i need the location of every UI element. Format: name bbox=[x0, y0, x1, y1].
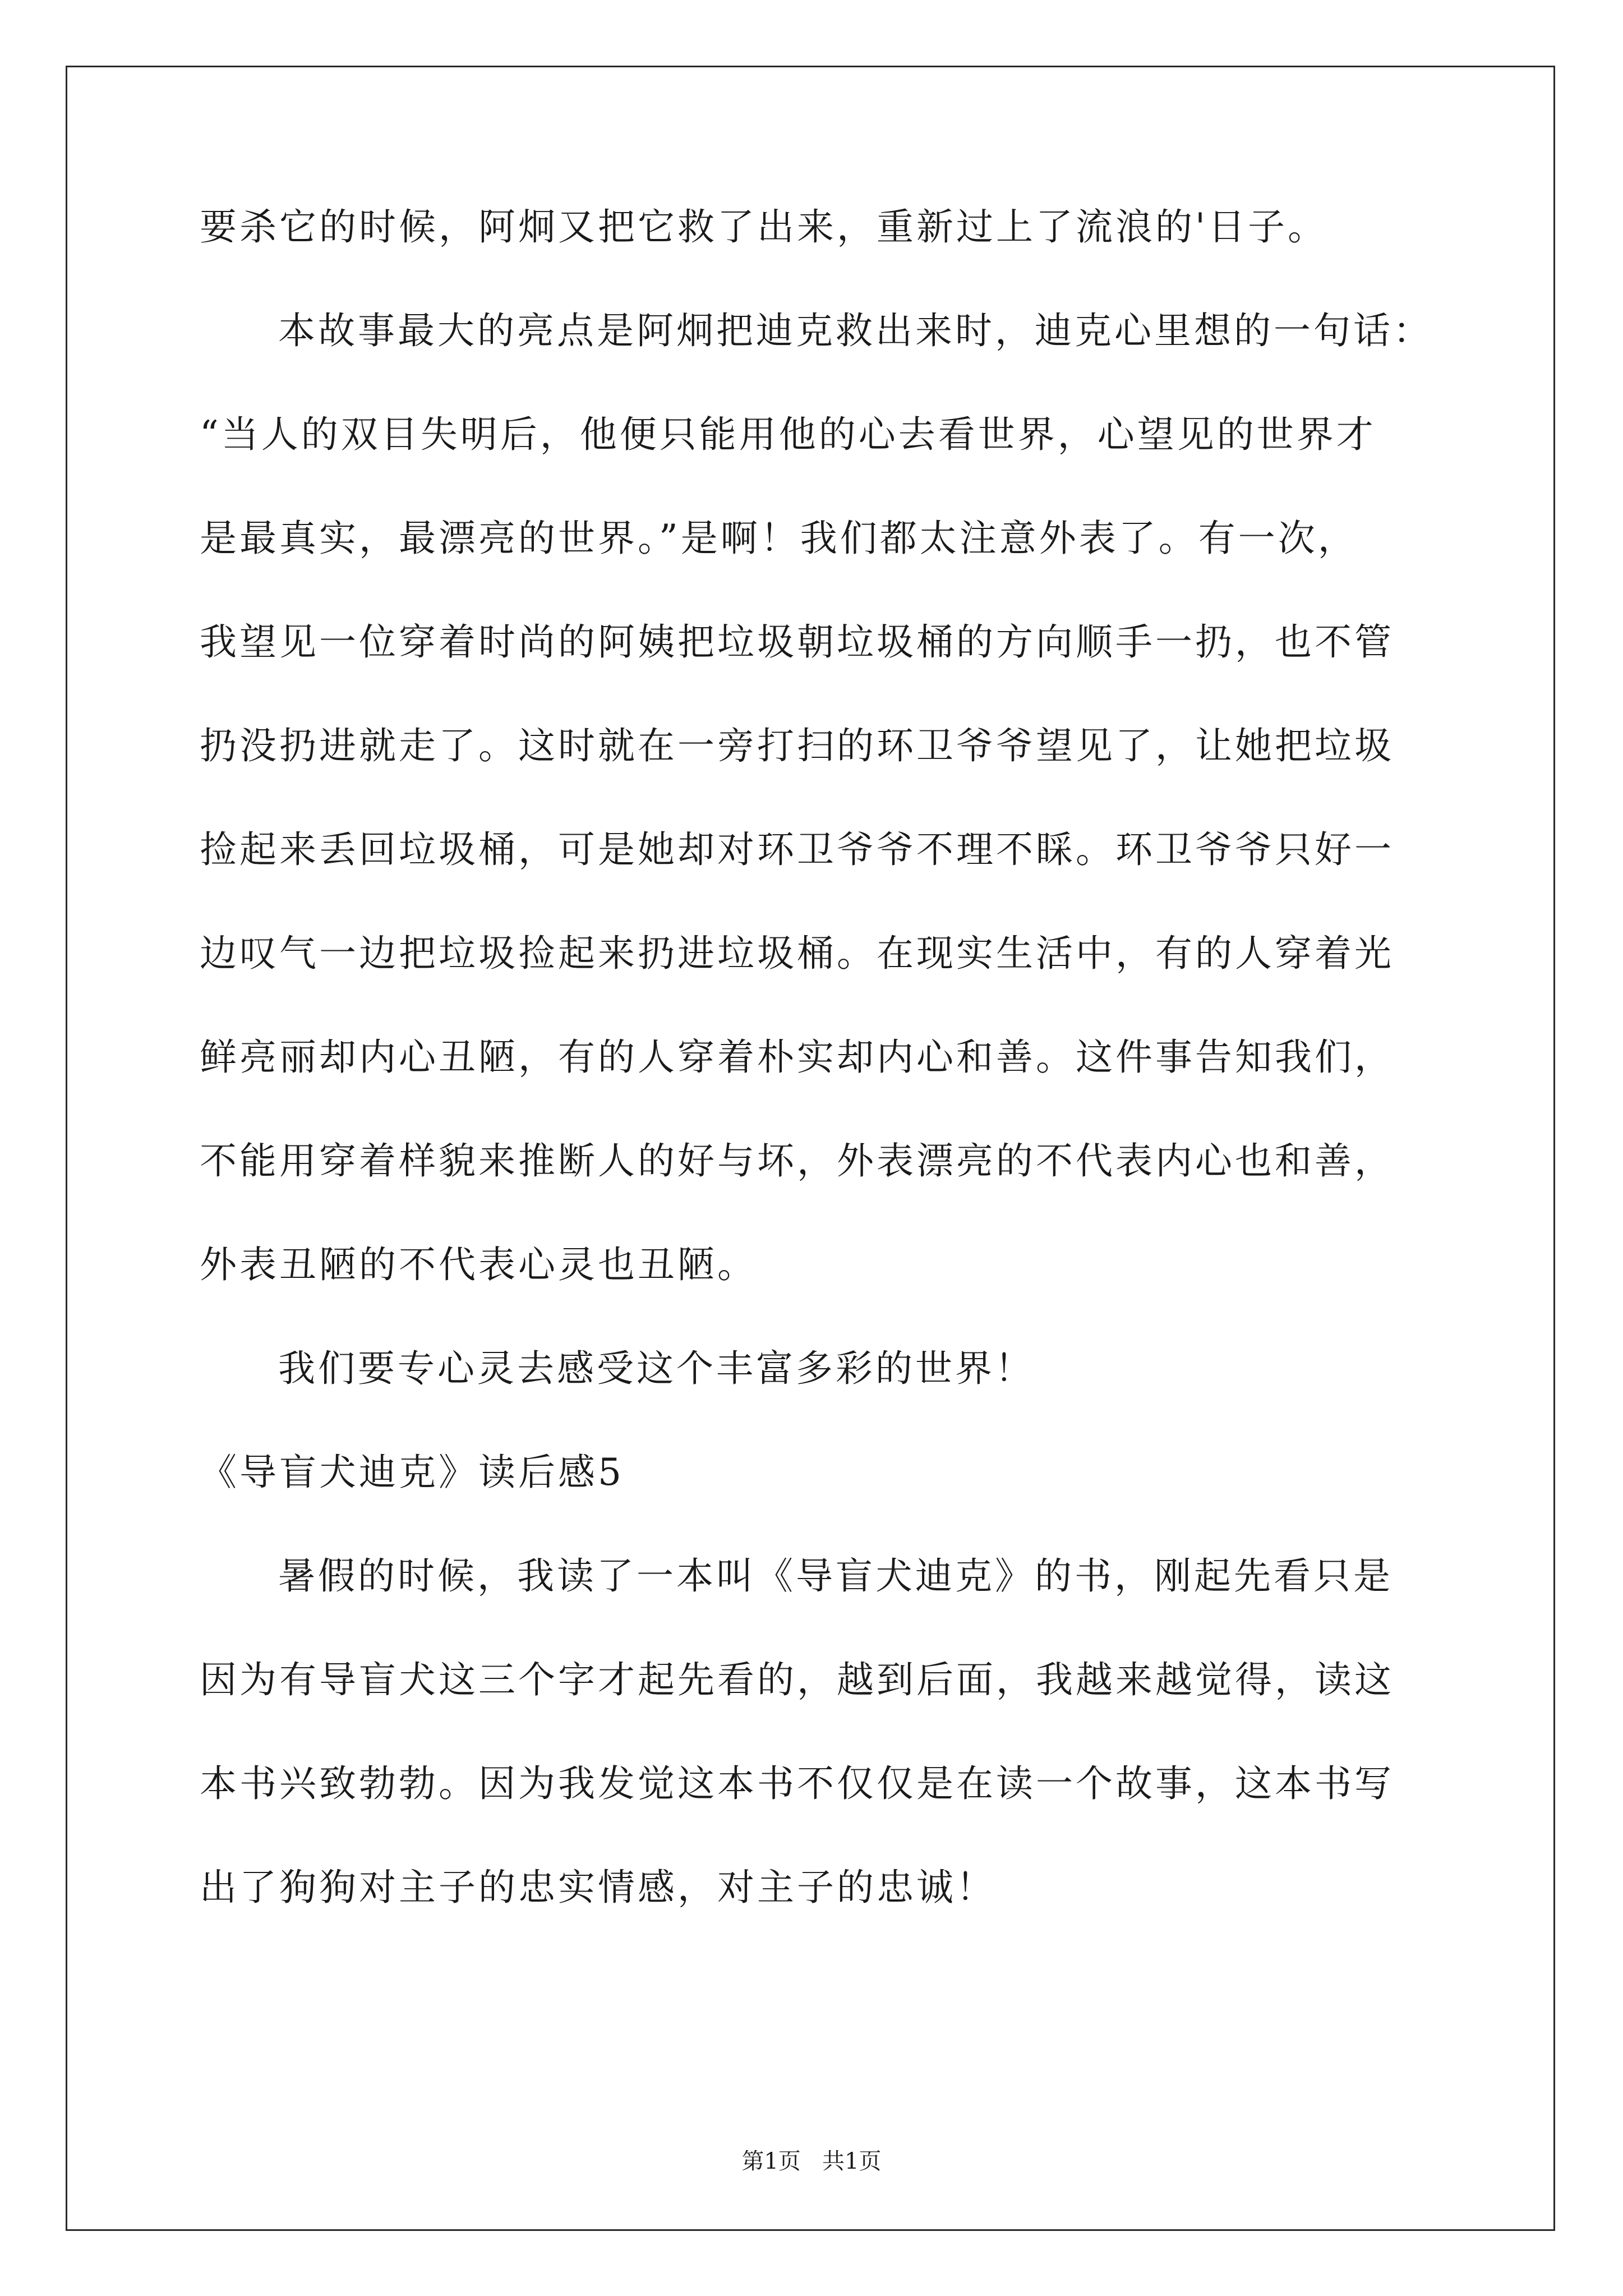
text-line: 捡起来丢回垃圾桶，可是她却对环卫爷爷不理不睬。环卫爷爷只好一 bbox=[200, 828, 1394, 871]
text-line: 鲜亮丽却内心丑陋，有的人穿着朴实却内心和善。这件事告知我们， bbox=[200, 1036, 1394, 1079]
paragraph-start: 本故事最大的亮点是阿炯把迪克救出来时，迪克心里想的一句话： bbox=[278, 309, 1433, 352]
text-line: 要杀它的时候，阿炯又把它救了出来，重新过上了流浪的'日子。 bbox=[200, 205, 1328, 249]
text-line: 我望见一位穿着时尚的阿姨把垃圾朝垃圾桶的方向顺手一扔，也不管 bbox=[200, 620, 1394, 664]
section-heading: 《导盲犬迪克》读后感5 bbox=[200, 1451, 624, 1494]
text-line: 因为有导盲犬这三个字才起先看的，越到后面，我越来越觉得，读这 bbox=[200, 1658, 1394, 1701]
text-line: 是最真实，最漂亮的世界。”是啊！我们都太注意外表了。有一次， bbox=[200, 517, 1358, 560]
text-line: 外表丑陋的不代表心灵也丑陋。 bbox=[200, 1243, 757, 1286]
page-footer: 第1页 共1页 bbox=[741, 2148, 882, 2174]
text-line: “当人的双目失明后，他便只能用他的心去看世界，心望见的世界才 bbox=[200, 413, 1376, 456]
paragraph-start: 我们要专心灵去感受这个丰富多彩的世界！ bbox=[278, 1347, 1035, 1390]
text-line: 本书兴致勃勃。因为我发觉这本书不仅仅是在读一个故事，这本书写 bbox=[200, 1762, 1394, 1805]
paragraph-start: 暑假的时候，我读了一本叫《导盲犬迪克》的书，刚起先看只是 bbox=[278, 1554, 1393, 1598]
text-line: 边叹气一边把垃圾捡起来扔进垃圾桶。在现实生活中，有的人穿着光 bbox=[200, 932, 1394, 975]
text-line: 扔没扔进就走了。这时就在一旁打扫的环卫爷爷望见了，让她把垃圾 bbox=[200, 724, 1394, 767]
text-line: 出了狗狗对主子的忠实情感，对主子的忠诚！ bbox=[200, 1866, 996, 1909]
text-line: 不能用穿着样貌来推断人的好与坏，外表漂亮的不代表内心也和善， bbox=[200, 1139, 1394, 1182]
